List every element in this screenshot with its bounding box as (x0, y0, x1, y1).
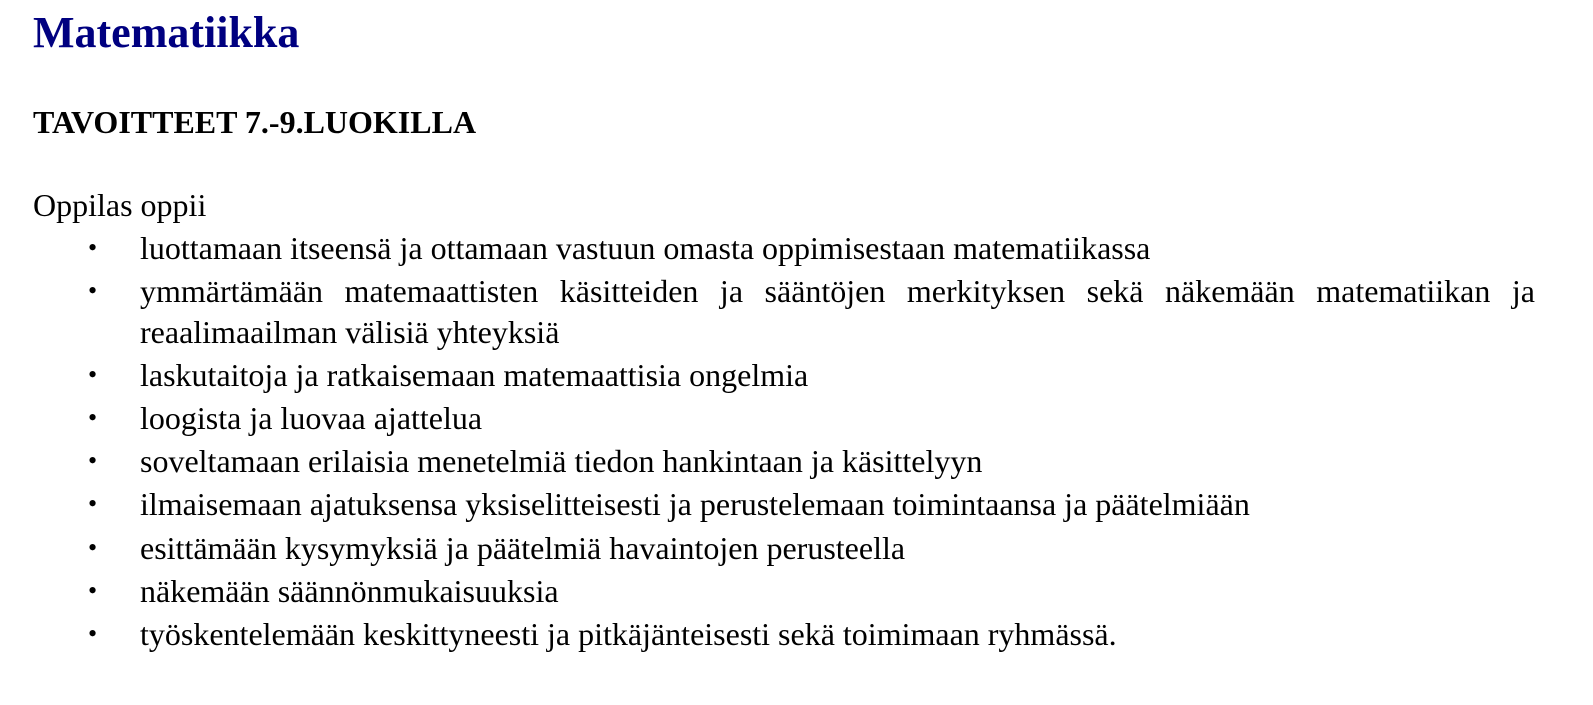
list-item-text: työskentelemään keskittyneesti ja pitkäjänteisesti sekä toimimaan ryhmässä. (140, 616, 1117, 652)
list-item (0, 441, 1535, 482)
list-item (0, 528, 1535, 569)
list-item (0, 398, 1535, 439)
list-item (0, 484, 1535, 525)
list-item-text: soveltamaan erilaisia menetelmiä tiedon hankintaan ja käsittelyyn (140, 443, 983, 480)
section-heading: TAVOITTEET 7.-9.LUOKILLA (33, 104, 477, 140)
bullet-icon: • (88, 532, 98, 562)
goals-list (0, 228, 1535, 657)
list-item-text: ilmaisemaan ajatuksensa yksiselitteisesti ja perustelemaan toimintaansa ja päätelmiään (140, 486, 1250, 523)
list-item-text: näkemään säännönmukaisuuksia (140, 572, 559, 609)
list-item-text: ymmärtämään matemaattisten käsitteiden ja sääntöjen merkityksen sekä näkemään matematiikan ja reaalimaailman välisiä yhteyksiä (140, 273, 1535, 350)
intro-text: Oppilas oppii (33, 187, 207, 223)
bullet-icon: • (88, 575, 98, 605)
list-item (0, 571, 1535, 612)
list-item (0, 228, 1535, 269)
bullet-icon: • (88, 276, 98, 306)
page-title: Matematiikka (33, 8, 300, 57)
list-item (0, 271, 1535, 352)
list-item-text: esittämään kysymyksiä ja päätelmiä havaintojen perusteella (140, 529, 906, 566)
list-item-text: laskutaitoja ja ratkaisemaan matemaattisia ongelmia (140, 356, 809, 393)
list-item (0, 614, 1535, 655)
list-item (0, 355, 1535, 396)
bullet-icon: • (88, 403, 98, 433)
bullet-icon: • (88, 446, 98, 476)
bullet-icon: • (88, 619, 98, 648)
bullet-icon: • (88, 233, 98, 262)
bullet-icon: • (88, 359, 98, 389)
bullet-icon: • (88, 489, 98, 519)
list-item-text: luottamaan itseensä ja ottamaan vastuun omasta oppimisestaan matematiikassa (140, 230, 1151, 266)
list-item-text: loogista ja luovaa ajattelua (140, 400, 483, 437)
